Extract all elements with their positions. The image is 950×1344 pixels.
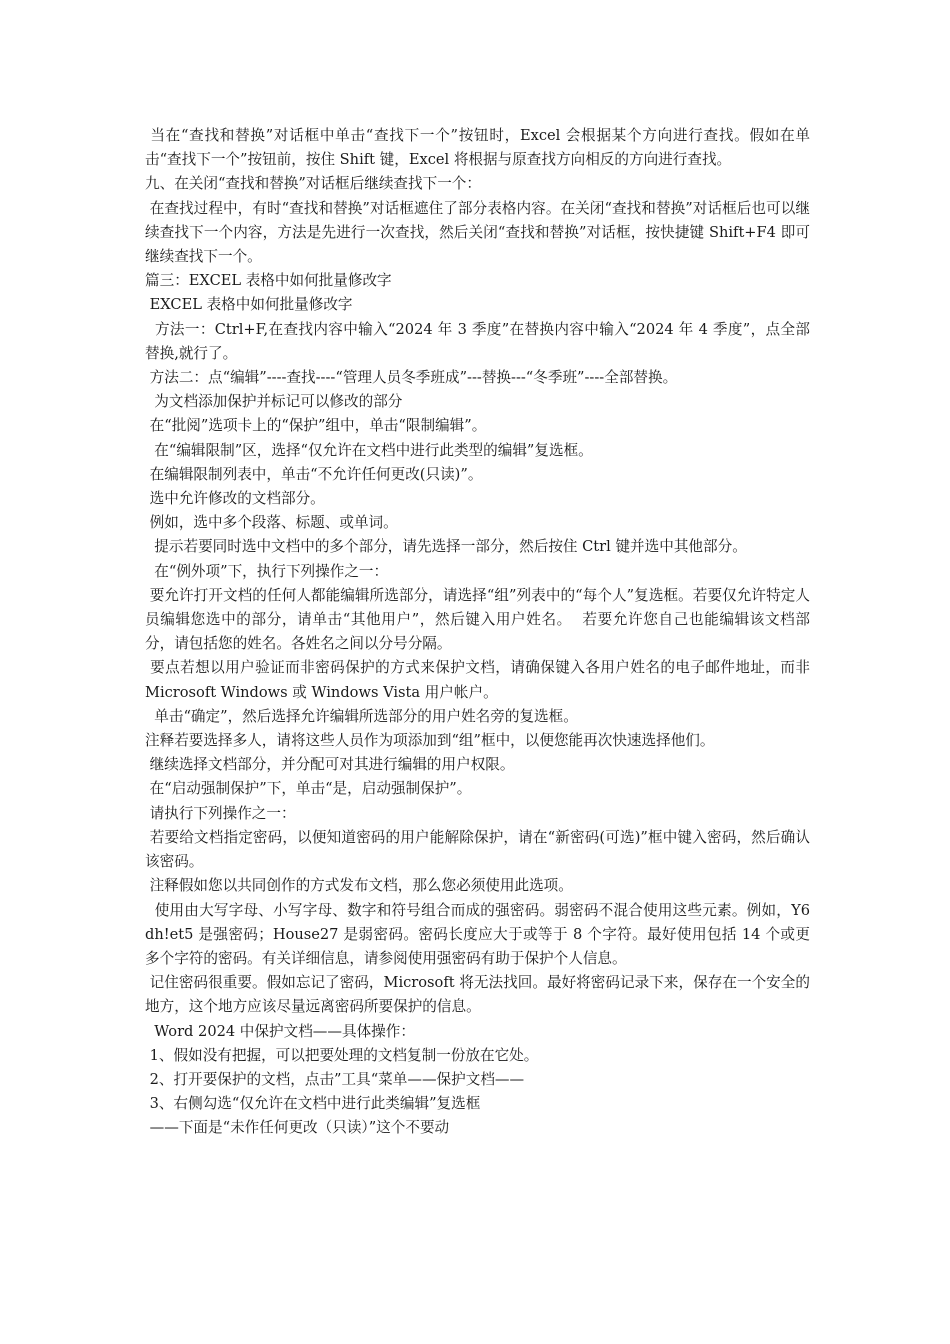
paragraph-editing-restrictions: 在“编辑限制”区，选择“仅允许在文档中进行此类型的编辑”复选框。 xyxy=(145,441,593,459)
paragraph-tip-ctrl: 提示若要同时选中文档中的多个部分，请先选择一部分，然后按住 Ctrl 键并选中其他部分。 xyxy=(145,538,747,556)
paragraph-note-multiple-people: 注释若要选择多人，请将这些人员作为项添加到“组”框中，以便您能再次快速选择他们。 xyxy=(145,732,715,750)
subheading-batch-modify: EXCEL 表格中如何批量修改字 xyxy=(145,296,353,314)
heading-word-protect: Word 2024 中保护文档——具体操作： xyxy=(145,1022,415,1040)
paragraph-select-parts: 选中允许修改的文档部分。 xyxy=(145,490,325,508)
list-step-1: 1、假如没有把握，可以把要处理的文档复制一份放在它处。 xyxy=(145,1046,539,1064)
paragraph-note-coauthoring: 注释假如您以共同创作的方式发布文档，那么您必须使用此选项。 xyxy=(145,877,573,895)
paragraph-everyone-group: 要允许打开文档的任何人都能编辑所选部分，请选择“组”列表中的“每个人”复选框。若要仅允许特定人员编辑您选中的部分，请单击“其他用户”，然后键入用户姓名。 若要允许您自己也能编辑该文档部分，请包括您的姓名。各姓名之间以分号分隔。 xyxy=(145,586,810,653)
paragraph-strong-password: 使用由大写字母、小写字母、数字和符号组合而成的强密码。弱密码不混合使用这些元素。例如，Y6dh!et5 是强密码；House27 是弱密码。密码长度应大于或等于 8 个字符。最好使用包括 14 个或更多个字符的密码。有关详细信息，请参阅使用强密码有助于保护个人信息。 xyxy=(145,901,810,967)
paragraph-start-enforcing: 在“启动强制保护”下，单击“是，启动强制保护”。 xyxy=(145,780,472,798)
document-body xyxy=(145,124,815,1141)
paragraph-do-not-touch: ——下面是“未作任何更改（只读）”这个不要动 xyxy=(145,1119,450,1137)
list-step-2: 2、打开要保护的文档，点击”工具“菜单——保护文档—— xyxy=(145,1070,525,1088)
paragraph-remember-password: 记住密码很重要。假如忘记了密码，Microsoft 将无法找回。最好将密码记录下来，保存在一个安全的地方，这个地方应该尽量远离密码所要保护的信息。 xyxy=(145,974,811,1016)
paragraph-continue-select: 继续选择文档部分，并分配可对其进行编辑的用户权限。 xyxy=(145,756,515,774)
paragraph-method-one: 方法一：Ctrl+F,在查找内容中输入“2024 年 3 季度”在替换内容中输入“2024 年 4 季度”，点全部替换,就行了。 xyxy=(145,320,810,362)
heading-part-three: 篇三：EXCEL 表格中如何批量修改字 xyxy=(145,272,392,290)
heading-continue-find-after-close: 九、在关闭“查找和替换”对话框后继续查找下一个： xyxy=(145,175,481,193)
list-step-3: 3、右侧勾选“仅允许在文档中进行此类编辑”复选框 xyxy=(145,1095,481,1113)
paragraph-do-one-of: 请执行下列操作之一： xyxy=(145,804,296,822)
paragraph-exceptions: 在“例外项”下，执行下列操作之一： xyxy=(145,562,389,580)
paragraph-shift-f4-tip: 在查找过程中，有时“查找和替换”对话框遮住了部分表格内容。在关闭“查找和替换”对话框后也可以继续查找下一个内容，方法是先进行一次查找，然后关闭“查找和替换”对话框，按快捷键 Shift+F4 即可继续查找下一个。 xyxy=(145,199,810,266)
paragraph-find-next-direction: 当在“查找和替换”对话框中单击“查找下一个”按钮时，Excel 会根据某个方向进行查找。假如在单击“查找下一个”按钮前，按住 Shift 键，Excel 将根据与原查找方向相反的方向进行查找。 xyxy=(145,127,810,169)
paragraph-assign-password: 若要给文档指定密码，以便知道密码的用户能解除保护，请在“新密码(可选)”框中键入密码，然后确认该密码。 xyxy=(145,828,810,871)
paragraph-method-two: 方法二：点“编辑”----查找----“管理人员冬季班成”---替换---“冬季班”----全部替换。 xyxy=(145,369,678,387)
paragraph-user-authentication: 要点若想以用户验证而非密码保护的方式来保护文档，请确保键入各用户姓名的电子邮件地址，而非 Microsoft Windows 或 Windows Vista 用户帐户。 xyxy=(145,659,815,701)
paragraph-read-only: 在编辑限制列表中，单击“不允许任何更改(只读)”。 xyxy=(145,465,483,483)
paragraph-restrict-editing: 在“批阅”选项卡上的“保护”组中，单击“限制编辑”。 xyxy=(145,417,487,435)
paragraph-click-ok: 单击“确定”，然后选择允许编辑所选部分的用户姓名旁的复选框。 xyxy=(145,707,578,725)
paragraph-example-select: 例如，选中多个段落、标题、或单词。 xyxy=(145,514,398,532)
heading-add-protection: 为文档添加保护并标记可以修改的部分 xyxy=(145,393,403,411)
